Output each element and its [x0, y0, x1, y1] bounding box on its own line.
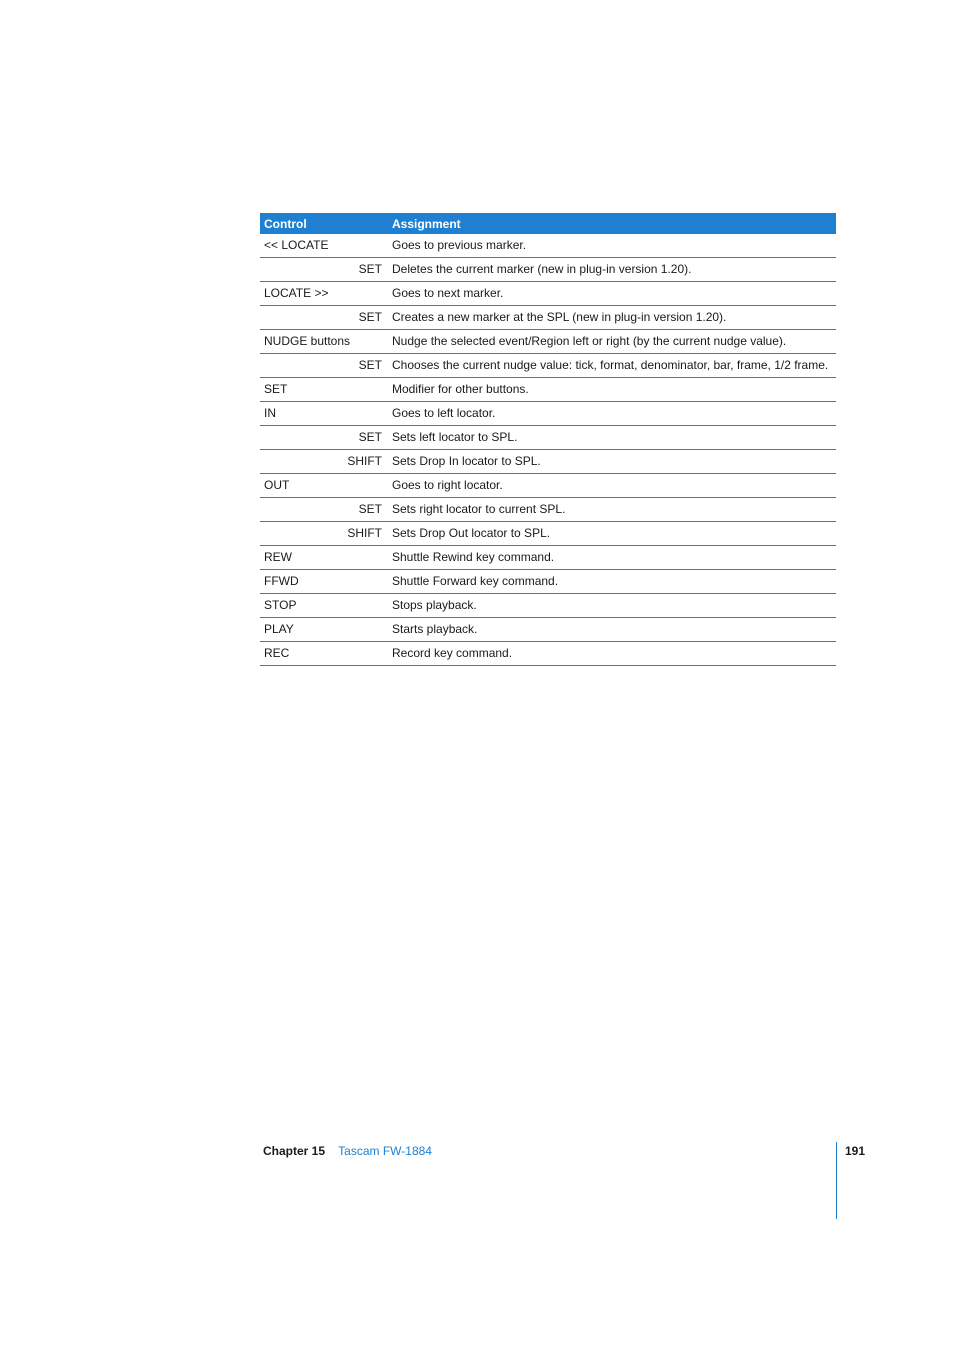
- assignment-cell: Modifier for other buttons.: [388, 378, 836, 402]
- control-cell: SET: [260, 498, 388, 522]
- table-row: [260, 498, 836, 522]
- table-row: [260, 354, 836, 378]
- control-cell: NUDGE buttons: [260, 330, 388, 354]
- control-assignment-table: [260, 213, 836, 666]
- table-row: [260, 642, 836, 666]
- page-footer: [263, 1143, 432, 1159]
- control-cell: IN: [260, 402, 388, 426]
- table-row: [260, 450, 836, 474]
- control-cell: SET: [260, 354, 388, 378]
- table-row: [260, 402, 836, 426]
- table-row: [260, 618, 836, 642]
- assignment-cell: Starts playback.: [388, 618, 836, 642]
- assignment-cell: Deletes the current marker (new in plug-in version 1.20).: [388, 258, 836, 282]
- table-row: [260, 258, 836, 282]
- assignment-cell: Nudge the selected event/Region left or right (by the current nudge value).: [388, 330, 836, 354]
- control-cell: REC: [260, 642, 388, 666]
- control-cell: SET: [260, 378, 388, 402]
- control-cell: SET: [260, 426, 388, 450]
- table-row: [260, 594, 836, 618]
- assignment-cell: Shuttle Forward key command.: [388, 570, 836, 594]
- assignment-cell: Goes to right locator.: [388, 474, 836, 498]
- table-row: [260, 546, 836, 570]
- page-number: 191: [845, 1144, 866, 1158]
- assignment-cell: Creates a new marker at the SPL (new in plug-in version 1.20).: [388, 306, 836, 330]
- control-cell: << LOCATE: [260, 234, 388, 258]
- footer-chapter: Chapter 15: [263, 1144, 326, 1158]
- table-row: [260, 330, 836, 354]
- control-cell: PLAY: [260, 618, 388, 642]
- control-assignment-table-container: [260, 213, 836, 666]
- assignment-cell: Sets right locator to current SPL.: [388, 498, 836, 522]
- control-cell: FFWD: [260, 570, 388, 594]
- assignment-cell: Goes to previous marker.: [388, 234, 836, 258]
- table-row: [260, 378, 836, 402]
- table-header-row: [260, 213, 836, 234]
- control-cell: SHIFT: [260, 522, 388, 546]
- table-row: [260, 306, 836, 330]
- control-cell: LOCATE >>: [260, 282, 388, 306]
- control-cell: SHIFT: [260, 450, 388, 474]
- assignment-cell: Chooses the current nudge value: tick, format, denominator, bar, frame, 1/2 frame.: [388, 354, 836, 378]
- table-body: [260, 234, 836, 666]
- control-cell: SET: [260, 306, 388, 330]
- assignment-cell: Record key command.: [388, 642, 836, 666]
- table-row: [260, 282, 836, 306]
- footer-chapter-title: Tascam FW-1884: [338, 1144, 432, 1158]
- assignment-cell: Shuttle Rewind key command.: [388, 546, 836, 570]
- assignment-cell: Goes to next marker.: [388, 282, 836, 306]
- assignment-cell: Goes to left locator.: [388, 402, 836, 426]
- table-row: [260, 522, 836, 546]
- table-row: [260, 234, 836, 258]
- assignment-cell: Sets Drop In locator to SPL.: [388, 450, 836, 474]
- control-cell: REW: [260, 546, 388, 570]
- header-control: Control: [260, 213, 388, 234]
- assignment-cell: Sets left locator to SPL.: [388, 426, 836, 450]
- control-cell: SET: [260, 258, 388, 282]
- footer-divider: [836, 1142, 837, 1219]
- table-row: [260, 474, 836, 498]
- assignment-cell: Stops playback.: [388, 594, 836, 618]
- control-cell: OUT: [260, 474, 388, 498]
- table-row: [260, 426, 836, 450]
- assignment-cell: Sets Drop Out locator to SPL.: [388, 522, 836, 546]
- table-row: [260, 570, 836, 594]
- header-assignment: Assignment: [388, 213, 836, 234]
- control-cell: STOP: [260, 594, 388, 618]
